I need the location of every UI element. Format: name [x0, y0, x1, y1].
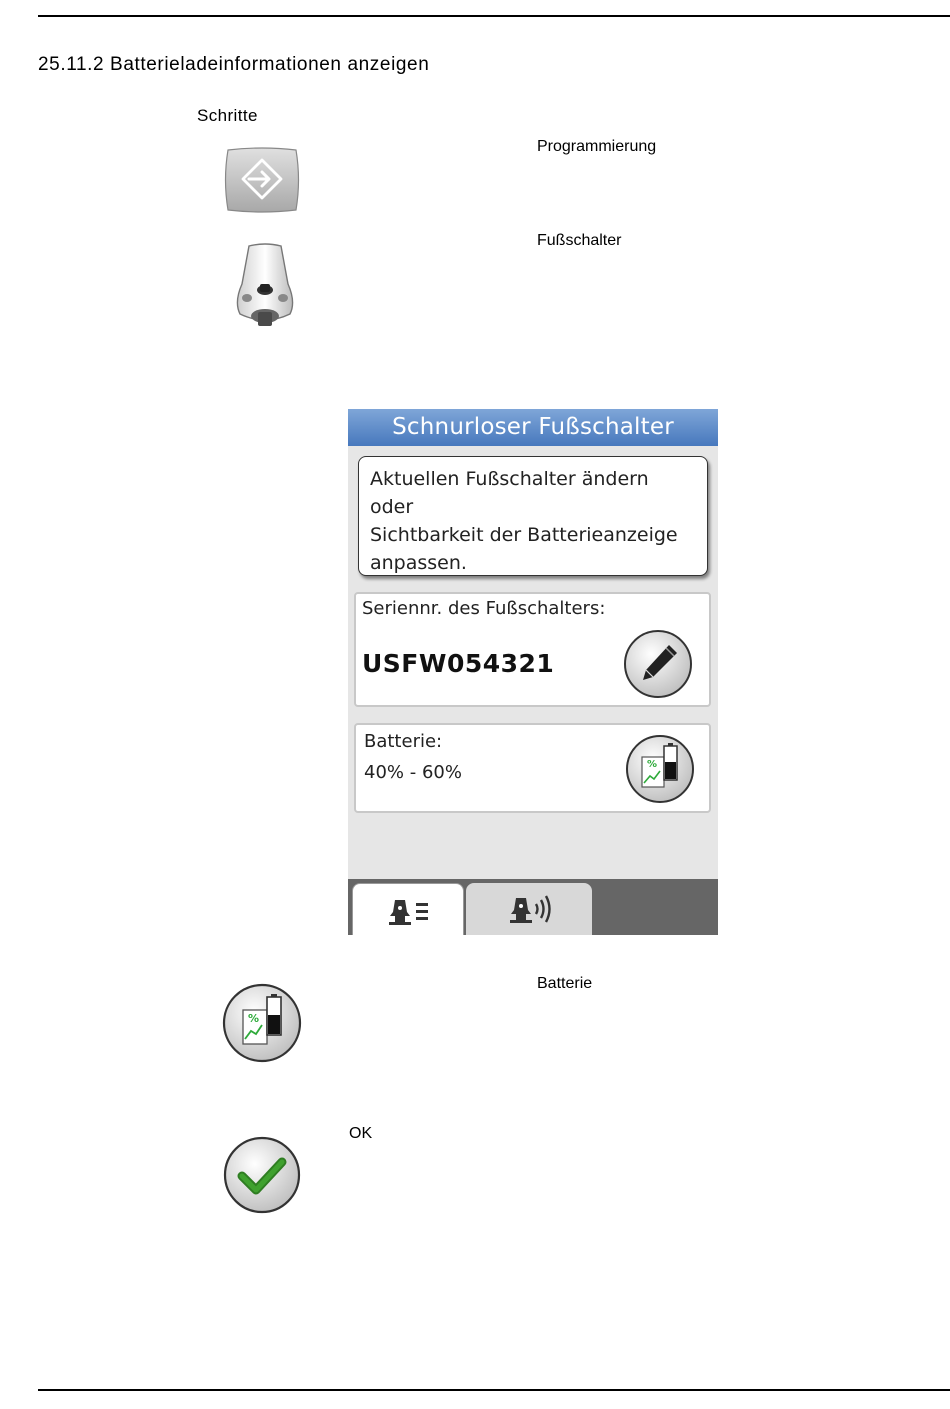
bottom-rule [38, 1389, 950, 1391]
battery-panel [354, 723, 711, 813]
checkmark-icon[interactable] [222, 1134, 302, 1216]
footswitch-icon[interactable] [232, 240, 298, 332]
device-screen [348, 409, 718, 935]
battery-info-button[interactable] [624, 733, 696, 805]
serial-value: USFW054321 [362, 649, 555, 678]
programming-icon[interactable] [222, 146, 302, 214]
top-rule [38, 15, 950, 17]
svg-text:%: % [647, 759, 658, 770]
svg-text:%: % [248, 1012, 260, 1025]
footswitch-list-icon [389, 898, 433, 926]
tab-footswitch-wireless[interactable] [466, 883, 592, 935]
step-battery-label: Batterie [537, 975, 593, 992]
step-programming-label: Programmierung [537, 138, 657, 155]
tab-bar [348, 879, 718, 935]
step-ok-label: OK [349, 1125, 373, 1142]
footswitch-wireless-icon [510, 895, 554, 925]
tab-footswitch-list[interactable] [352, 883, 464, 935]
edit-serial-button[interactable] [622, 628, 694, 700]
step-footswitch-label: Fußschalter [537, 232, 622, 249]
serial-panel [354, 592, 711, 707]
battery-icon[interactable] [221, 982, 303, 1064]
serial-label: Seriennr. des Fußschalters: [362, 598, 606, 619]
section-title: 25.11.2 Batterieladeinformationen anzeigen [38, 54, 430, 75]
info-line: anpassen. [370, 552, 467, 574]
info-line: Aktuellen Fußschalter ändern oder [370, 468, 649, 518]
steps-heading: Schritte [197, 106, 258, 125]
screen-title: Schnurloser Fußschalter [348, 409, 718, 446]
info-box [358, 456, 708, 576]
info-line: Sichtbarkeit der Batterieanzeige [370, 524, 678, 546]
battery-label: Batterie: [364, 731, 443, 752]
battery-value: 40% - 60% [364, 762, 462, 783]
